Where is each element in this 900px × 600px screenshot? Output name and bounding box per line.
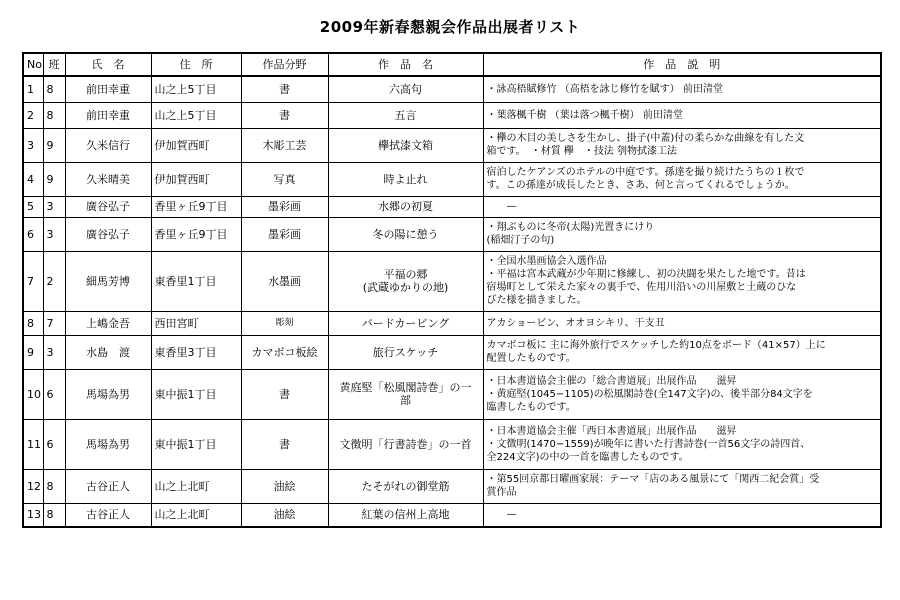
cell-work bbox=[328, 503, 483, 527]
cell-no: 9 bbox=[23, 335, 43, 369]
description-line: — bbox=[486, 509, 517, 521]
cell-name: 廣谷弘子 bbox=[65, 196, 151, 217]
cell-desc bbox=[483, 76, 881, 102]
cell-work bbox=[328, 217, 483, 251]
description-line: 宿場町として栄えた家々の裏手で、佐用川沿いの川屋敷と土蔵のひな bbox=[486, 282, 797, 293]
description-line: 全224文字)の中の一首を臨書したものです。 bbox=[486, 451, 689, 463]
table-row bbox=[23, 76, 881, 102]
exhibitor-table bbox=[22, 52, 882, 528]
table-row bbox=[23, 196, 881, 217]
cell-desc bbox=[483, 335, 881, 369]
cell-han: 2 bbox=[43, 251, 65, 311]
cell-no: 13 bbox=[23, 503, 43, 527]
header-no: No bbox=[23, 53, 43, 76]
cell-han: 8 bbox=[43, 76, 65, 102]
cell-field: 彫刻 bbox=[241, 311, 328, 335]
header-row bbox=[23, 53, 881, 76]
cell-field: 油絵 bbox=[241, 469, 328, 503]
table-row bbox=[23, 469, 881, 503]
table-row bbox=[23, 251, 881, 311]
cell-address: 東中振1丁目 bbox=[151, 419, 241, 469]
cell-address: 東香里1丁目 bbox=[151, 251, 241, 311]
document-title: 2009年新春懇親会作品出展者リスト bbox=[319, 18, 581, 36]
cell-han: 3 bbox=[43, 196, 65, 217]
cell-work bbox=[328, 335, 483, 369]
cell-work bbox=[328, 128, 483, 162]
cell-work bbox=[328, 469, 483, 503]
cell-work bbox=[328, 162, 483, 196]
cell-no: 5 bbox=[23, 196, 43, 217]
description-line: ・日本書道協会主催の「総合書道展」出展作品 滋昇 bbox=[486, 375, 737, 387]
cell-address: 東香里3丁目 bbox=[151, 335, 241, 369]
cell-field: 書 bbox=[241, 419, 328, 469]
description-line: ・第55回京都日曜画家展：テーマ「店のある風景にて「関西二紀会賞」受 bbox=[486, 474, 820, 485]
cell-address: 西田宮町 bbox=[151, 311, 241, 335]
cell-desc bbox=[483, 469, 881, 503]
work-title-line: 水郷の初夏 bbox=[378, 200, 433, 213]
cell-work bbox=[328, 196, 483, 217]
cell-desc bbox=[483, 128, 881, 162]
description-line: ・黄庭堅(1045−1105)の松風閣詩巻(全147文字)の、後半部分84文字を bbox=[486, 388, 813, 400]
cell-name: 古谷正人 bbox=[65, 503, 151, 527]
description-line: す。この孫達が成長したとき、さあ、何と言ってくれるでしょうか。 bbox=[486, 180, 795, 191]
table-row bbox=[23, 162, 881, 196]
description-line: — bbox=[486, 201, 517, 212]
cell-field: 木彫工芸 bbox=[241, 128, 328, 162]
description-line: ・詠高梧賦修竹 （高梧を詠じ修竹を賦す） 前田清堂 bbox=[486, 83, 723, 95]
table-row bbox=[23, 503, 881, 527]
cell-desc bbox=[483, 419, 881, 469]
work-title-line: バードカービング bbox=[361, 316, 450, 330]
cell-name: 前田幸重 bbox=[65, 102, 151, 128]
description-line: カマボコ板に 主に海外旅行でスケッチした約10点をボード（41×57）上に bbox=[486, 340, 826, 351]
cell-work bbox=[328, 311, 483, 335]
cell-han: 6 bbox=[43, 369, 65, 419]
description-line: ・欅の木目の美しさを生かし、掛子(中蓋)付の柔らかな曲線を有した文 bbox=[486, 133, 805, 144]
table-row bbox=[23, 369, 881, 419]
work-title-line: 文徴明「行書詩巻」の一首 bbox=[339, 437, 472, 451]
cell-address: 山之上5丁目 bbox=[151, 102, 241, 128]
description-line: びた様を描きました。 bbox=[486, 295, 587, 306]
work-title-line: たそがれの御堂筋 bbox=[361, 479, 450, 493]
cell-name: 上嶋金吾 bbox=[65, 311, 151, 335]
work-title-line: 旅行スケッチ bbox=[372, 345, 439, 359]
cell-address: 伊加賀西町 bbox=[151, 162, 241, 196]
table-row bbox=[23, 217, 881, 251]
description-line: ・日本書道協会主催「西日本書道展」出展作品 滋昇 bbox=[486, 425, 737, 437]
cell-name: 水島 渡 bbox=[65, 335, 151, 369]
cell-field: 墨彩画 bbox=[241, 217, 328, 251]
cell-han: 8 bbox=[43, 469, 65, 503]
cell-no: 8 bbox=[23, 311, 43, 335]
cell-no: 4 bbox=[23, 162, 43, 196]
work-title-line: 紅葉の信州上高地 bbox=[361, 508, 450, 522]
header-field: 作品分野 bbox=[241, 53, 328, 76]
work-title-line: (武蔵ゆかりの地) bbox=[362, 281, 449, 294]
cell-desc bbox=[483, 503, 881, 527]
table-row bbox=[23, 102, 881, 128]
cell-han: 6 bbox=[43, 419, 65, 469]
work-title-line: 六高句 bbox=[389, 82, 422, 96]
cell-field: 写真 bbox=[241, 162, 328, 196]
cell-name: 久米晴美 bbox=[65, 162, 151, 196]
description-line: 配置したものです。 bbox=[486, 353, 576, 364]
cell-work bbox=[328, 102, 483, 128]
description-line: 宿泊したケアンズのホテルの中庭です。孫達を撮り続けたうちの１枚で bbox=[486, 167, 805, 178]
cell-no: 1 bbox=[23, 76, 43, 102]
cell-field: 書 bbox=[241, 76, 328, 102]
header-work: 作 品 名 bbox=[328, 53, 483, 76]
cell-field: 書 bbox=[241, 369, 328, 419]
work-title-line: 欅拭漆文箱 bbox=[378, 138, 433, 152]
cell-han: 3 bbox=[43, 217, 65, 251]
work-title-line: 部 bbox=[400, 394, 411, 407]
cell-han: 8 bbox=[43, 102, 65, 128]
header-address: 住 所 bbox=[151, 53, 241, 76]
description-line: 賞作品 bbox=[486, 487, 517, 498]
cell-name: 廣谷弘子 bbox=[65, 217, 151, 251]
header-han: 班 bbox=[43, 53, 65, 76]
cell-work bbox=[328, 251, 483, 311]
cell-no: 10 bbox=[23, 369, 43, 419]
description-line: ・翔ぶものに冬帝(太陽)光置きにけり bbox=[486, 222, 655, 233]
cell-address: 香里ヶ丘9丁目 bbox=[151, 217, 241, 251]
cell-work bbox=[328, 419, 483, 469]
description-line: 箱です。 ・材質 欅 ・技法 刳物拭漆工法 bbox=[486, 146, 678, 157]
cell-desc bbox=[483, 217, 881, 251]
cell-work bbox=[328, 369, 483, 419]
description-line: 臨書したものです。 bbox=[486, 401, 576, 413]
header-desc: 作 品 説 明 bbox=[483, 53, 881, 76]
description-line: ・平福は宮本武蔵が少年期に修練し、初の決闘を果たした地です。昔は bbox=[486, 269, 806, 280]
description-line: ・全国水墨画協会入選作品 bbox=[486, 256, 607, 267]
cell-desc bbox=[483, 369, 881, 419]
cell-name: 前田幸重 bbox=[65, 76, 151, 102]
cell-address: 山之上北町 bbox=[151, 503, 241, 527]
cell-desc bbox=[483, 102, 881, 128]
table-row bbox=[23, 128, 881, 162]
table-row bbox=[23, 419, 881, 469]
cell-field: 書 bbox=[241, 102, 328, 128]
cell-name: 馬場為男 bbox=[65, 419, 151, 469]
cell-field: 水墨画 bbox=[241, 251, 328, 311]
cell-address: 香里ヶ丘9丁目 bbox=[151, 196, 241, 217]
cell-desc bbox=[483, 162, 881, 196]
cell-field: 墨彩画 bbox=[241, 196, 328, 217]
description-line: アカショービン、オオヨシキリ、干支丑 bbox=[486, 317, 665, 329]
header-name: 氏 名 bbox=[65, 53, 151, 76]
cell-address: 伊加賀西町 bbox=[151, 128, 241, 162]
cell-no: 3 bbox=[23, 128, 43, 162]
cell-han: 9 bbox=[43, 128, 65, 162]
cell-name: 久米信行 bbox=[65, 128, 151, 162]
work-title-line: 平福の郷 bbox=[383, 268, 428, 281]
work-title-line: 時よ止れ bbox=[383, 172, 428, 186]
cell-address: 山之上北町 bbox=[151, 469, 241, 503]
cell-field: カマボコ板絵 bbox=[241, 335, 328, 369]
cell-address: 山之上5丁目 bbox=[151, 76, 241, 102]
cell-no: 2 bbox=[23, 102, 43, 128]
cell-han: 9 bbox=[43, 162, 65, 196]
cell-desc bbox=[483, 251, 881, 311]
description-line: ・文徴明(1470−1559)が晩年に書いた行書詩巻(一首56文字の詩四首、 bbox=[486, 438, 811, 450]
cell-han: 3 bbox=[43, 335, 65, 369]
cell-no: 7 bbox=[23, 251, 43, 311]
cell-name: 馬場為男 bbox=[65, 369, 151, 419]
cell-no: 11 bbox=[23, 419, 43, 469]
cell-no: 12 bbox=[23, 469, 43, 503]
work-title-line: 五言 bbox=[394, 108, 417, 122]
cell-han: 8 bbox=[43, 503, 65, 527]
cell-han: 7 bbox=[43, 311, 65, 335]
work-title-line: 冬の陽に憩う bbox=[372, 227, 439, 241]
description-line: (稲畑汀子の句) bbox=[486, 235, 555, 246]
cell-desc bbox=[483, 311, 881, 335]
cell-name: 細馬芳博 bbox=[65, 251, 151, 311]
cell-address: 東中振1丁目 bbox=[151, 369, 241, 419]
cell-name: 古谷正人 bbox=[65, 469, 151, 503]
cell-field: 油絵 bbox=[241, 503, 328, 527]
table-row bbox=[23, 311, 881, 335]
table-row bbox=[23, 335, 881, 369]
cell-desc bbox=[483, 196, 881, 217]
cell-no: 6 bbox=[23, 217, 43, 251]
description-line: ・葉落楓千樹 （葉は落つ楓千樹） 前田清堂 bbox=[486, 109, 683, 121]
work-title-line: 黄庭堅「松風閣詩巻」の一 bbox=[339, 381, 472, 394]
cell-work bbox=[328, 76, 483, 102]
